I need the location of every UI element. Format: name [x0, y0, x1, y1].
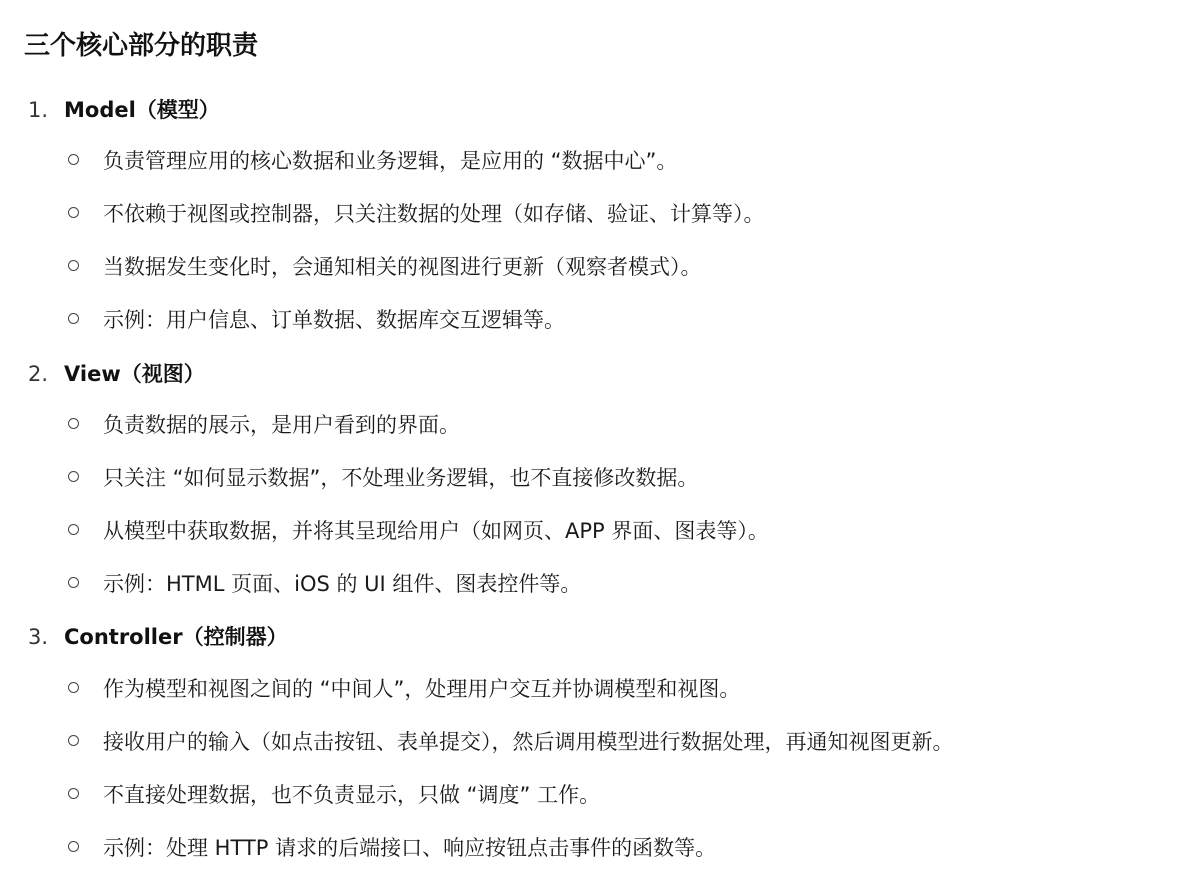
circle-bullet-icon	[68, 313, 79, 324]
section-label: Model（模型）	[64, 98, 220, 122]
section-number: 1.	[28, 98, 49, 122]
list-item	[68, 515, 769, 545]
circle-bullet-icon	[68, 471, 79, 482]
section-view-title	[28, 359, 205, 389]
list-item	[68, 779, 600, 809]
list-item-text: 作为模型和视图之间的 “中间人”，处理用户交互并协调模型和视图。	[103, 677, 741, 701]
circle-bullet-icon	[68, 524, 79, 535]
list-item	[68, 251, 702, 281]
list-item	[68, 409, 460, 439]
circle-bullet-icon	[68, 418, 79, 429]
list-item-text: 示例：处理 HTTP 请求的后端接口、响应按钮点击事件的函数等。	[103, 836, 717, 860]
section-number: 3.	[28, 625, 49, 649]
list-item	[68, 673, 740, 703]
circle-bullet-icon	[68, 682, 79, 693]
list-item	[68, 198, 765, 228]
list-item-text: 从模型中获取数据，并将其呈现给用户（如网页、APP 界面、图表等）。	[103, 519, 769, 543]
circle-bullet-icon	[68, 154, 79, 165]
section-label: View（视图）	[64, 362, 205, 386]
list-item	[68, 726, 954, 756]
list-item-text: 不依赖于视图或控制器，只关注数据的处理（如存储、验证、计算等）。	[103, 202, 765, 226]
circle-bullet-icon	[68, 735, 79, 746]
list-item-text: 只关注 “如何显示数据”，不处理业务逻辑，也不直接修改数据。	[103, 466, 699, 490]
list-item	[68, 568, 581, 598]
list-item-text: 当数据发生变化时，会通知相关的视图进行更新（观察者模式）。	[103, 255, 702, 279]
circle-bullet-icon	[68, 207, 79, 218]
circle-bullet-icon	[68, 260, 79, 271]
section-label: Controller（控制器）	[64, 625, 288, 649]
page-title: 三个核心部分的职责	[24, 31, 259, 61]
list-item-text: 不直接处理数据，也不负责显示，只做 “调度” 工作。	[103, 783, 601, 807]
circle-bullet-icon	[68, 841, 79, 852]
section-model-title	[28, 95, 220, 125]
list-item-text: 接收用户的输入（如点击按钮、表单提交），然后调用模型进行数据处理，再通知视图更新。	[103, 730, 954, 754]
list-item	[68, 462, 698, 492]
list-item	[68, 304, 565, 334]
circle-bullet-icon	[68, 788, 79, 799]
list-item-text: 负责数据的展示，是用户看到的界面。	[103, 413, 460, 437]
list-item-text: 示例：HTML 页面、iOS 的 UI 组件、图表控件等。	[103, 572, 582, 596]
section-controller-title	[28, 622, 288, 652]
section-number: 2.	[28, 362, 49, 386]
list-item	[68, 832, 716, 862]
list-item	[68, 145, 677, 175]
list-item-text: 负责管理应用的核心数据和业务逻辑，是应用的 “数据中心”。	[103, 149, 678, 173]
list-item-text: 示例：用户信息、订单数据、数据库交互逻辑等。	[103, 308, 565, 332]
circle-bullet-icon	[68, 577, 79, 588]
